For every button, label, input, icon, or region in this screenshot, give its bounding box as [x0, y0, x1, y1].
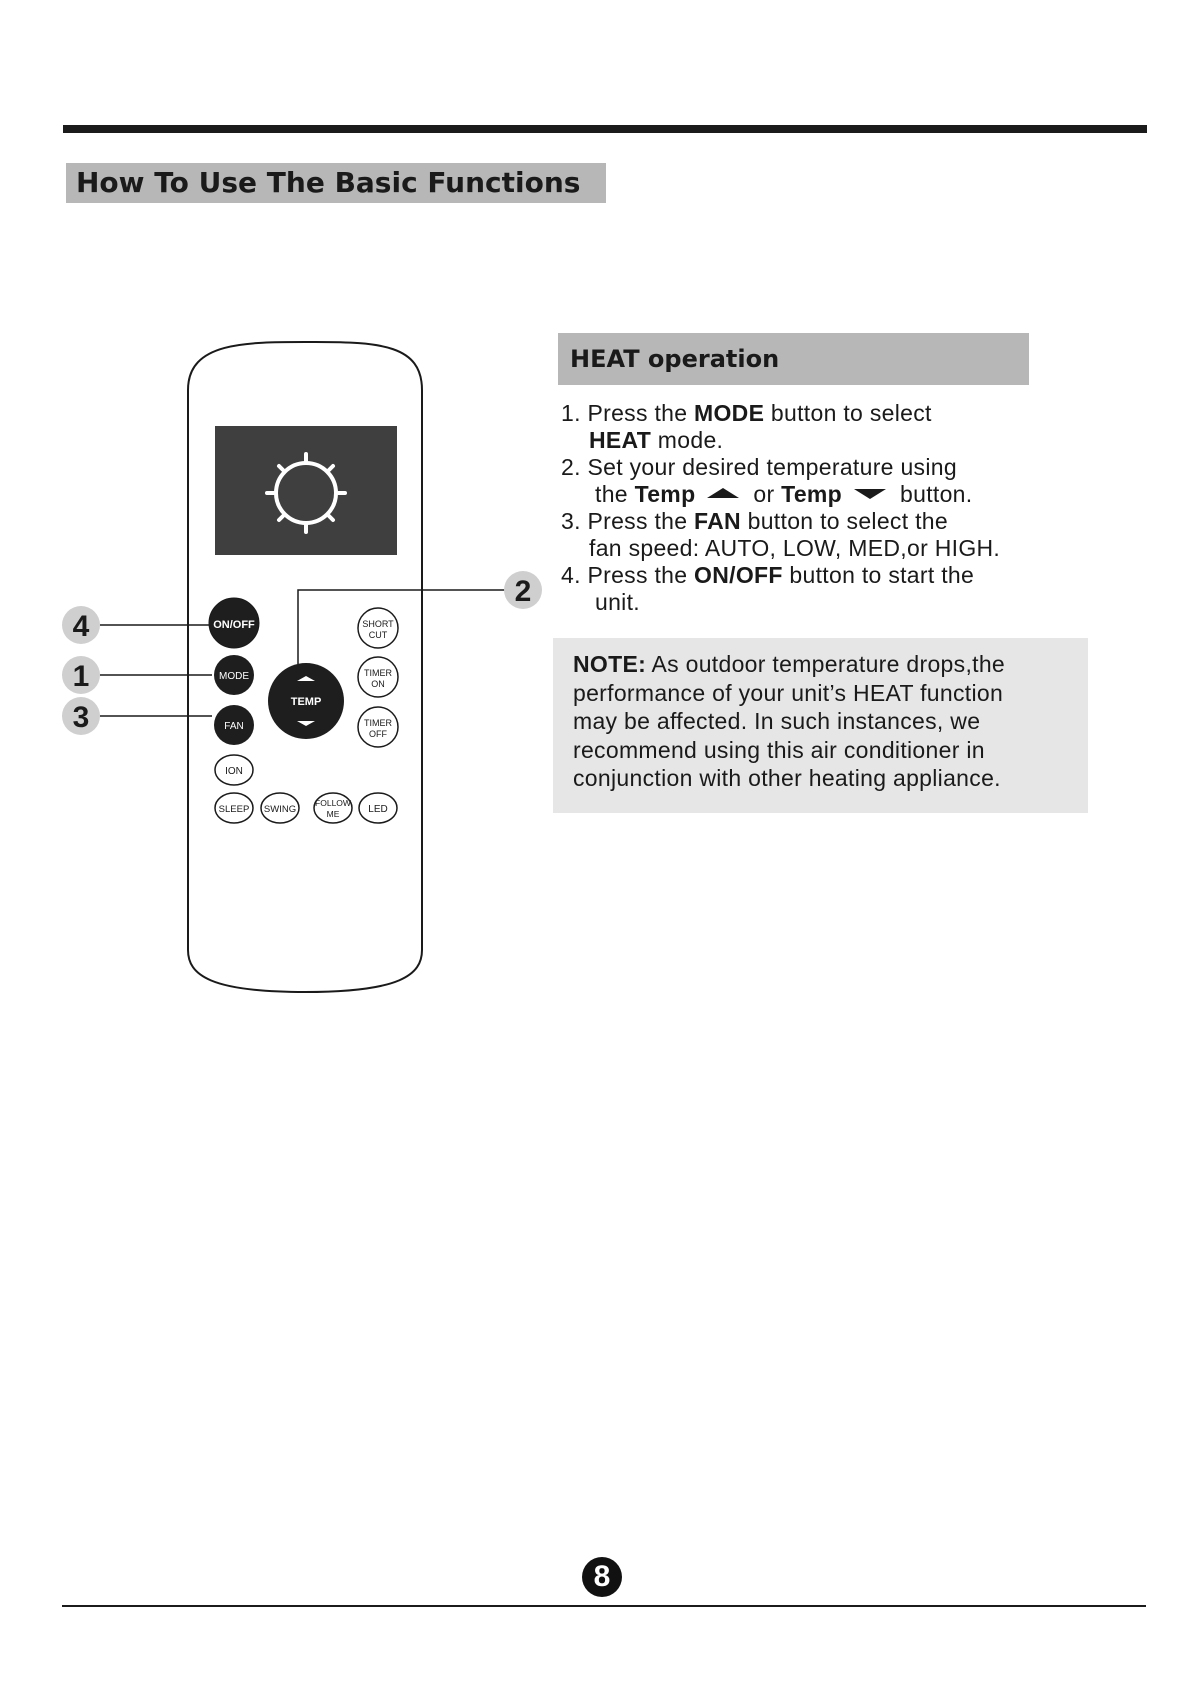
- note-line-5: conjunction with other heating appliance.: [573, 765, 1001, 791]
- bottom-rule: [62, 1605, 1146, 1607]
- step-4-line-1: 4. Press the ON/OFF button to start the: [561, 562, 975, 588]
- ion-button[interactable]: [215, 755, 253, 785]
- note-line-2: performance of your unit’s HEAT function: [573, 679, 1004, 706]
- svg-text:MODE: MODE: [219, 671, 249, 682]
- svg-text:ME: ME: [326, 809, 340, 819]
- section-title: How To Use The Basic Functions: [66, 163, 606, 203]
- svg-text:SLEEP: SLEEP: [218, 804, 250, 815]
- on-off-button[interactable]: [209, 598, 259, 648]
- heat-operation-header: HEAT operation: [558, 333, 1029, 385]
- timer-on-button[interactable]: [358, 657, 398, 697]
- svg-text:2: 2: [514, 575, 532, 608]
- svg-text:4: 4: [72, 610, 90, 643]
- note-box: [553, 638, 1088, 813]
- note-line-4: recommend using this air conditioner in: [573, 736, 985, 763]
- svg-text:ON/OFF: ON/OFF: [213, 619, 255, 631]
- timer-off-button[interactable]: [358, 707, 398, 747]
- temp-down-arrow-icon: [854, 489, 886, 499]
- note-label: NOTE:: [573, 651, 647, 677]
- temp-button[interactable]: [268, 663, 344, 739]
- page-number: 8: [582, 1557, 622, 1597]
- step-3-line-1: 3. Press the FAN button to select the: [561, 508, 948, 534]
- step-1-line-1: 1. Press the MODE button to select: [561, 400, 932, 426]
- step-2-line-2: the Temp or Temp button.: [595, 481, 973, 507]
- heat-steps-list: [561, 400, 1081, 616]
- svg-text:FAN: FAN: [224, 721, 244, 732]
- callout-2: [504, 571, 542, 609]
- callout-3: [62, 697, 100, 735]
- svg-text:ON: ON: [371, 679, 385, 689]
- shortcut-button[interactable]: [358, 608, 398, 648]
- note-line-3: may be affected. In such instances, we: [573, 708, 981, 734]
- step-2-line-1: 2. Set your desired temperature using: [561, 454, 957, 480]
- svg-text:CUT: CUT: [368, 630, 388, 640]
- note-line-1: NOTE: As outdoor temperature drops,the: [573, 651, 1006, 677]
- svg-text:FOLLOW: FOLLOW: [315, 798, 351, 808]
- step-4-line-2: unit.: [595, 589, 640, 615]
- svg-text:LED: LED: [368, 804, 388, 815]
- temp-up-arrow-icon: [707, 488, 739, 498]
- svg-text:SHORT: SHORT: [362, 619, 394, 629]
- fan-button[interactable]: [214, 705, 254, 745]
- svg-text:ION: ION: [225, 766, 243, 777]
- svg-text:1: 1: [72, 660, 90, 693]
- svg-text:3: 3: [72, 701, 90, 734]
- mode-button[interactable]: [214, 655, 254, 695]
- svg-text:OFF: OFF: [369, 729, 387, 739]
- svg-text:TIMER: TIMER: [364, 668, 392, 678]
- step-3-line-2: fan speed: AUTO, LOW, MED,or HIGH.: [589, 535, 1001, 561]
- follow-me-button[interactable]: [314, 793, 352, 823]
- step-1-line-2: HEAT mode.: [589, 427, 724, 453]
- led-button[interactable]: [359, 793, 397, 823]
- remote-display: [215, 426, 397, 555]
- swing-button[interactable]: [261, 793, 299, 823]
- callout-4: [62, 606, 100, 644]
- svg-text:TIMER: TIMER: [364, 718, 392, 728]
- svg-text:SWING: SWING: [263, 804, 297, 815]
- svg-text:TEMP: TEMP: [290, 696, 322, 708]
- sleep-button[interactable]: [215, 793, 253, 823]
- callout-1: [62, 656, 100, 694]
